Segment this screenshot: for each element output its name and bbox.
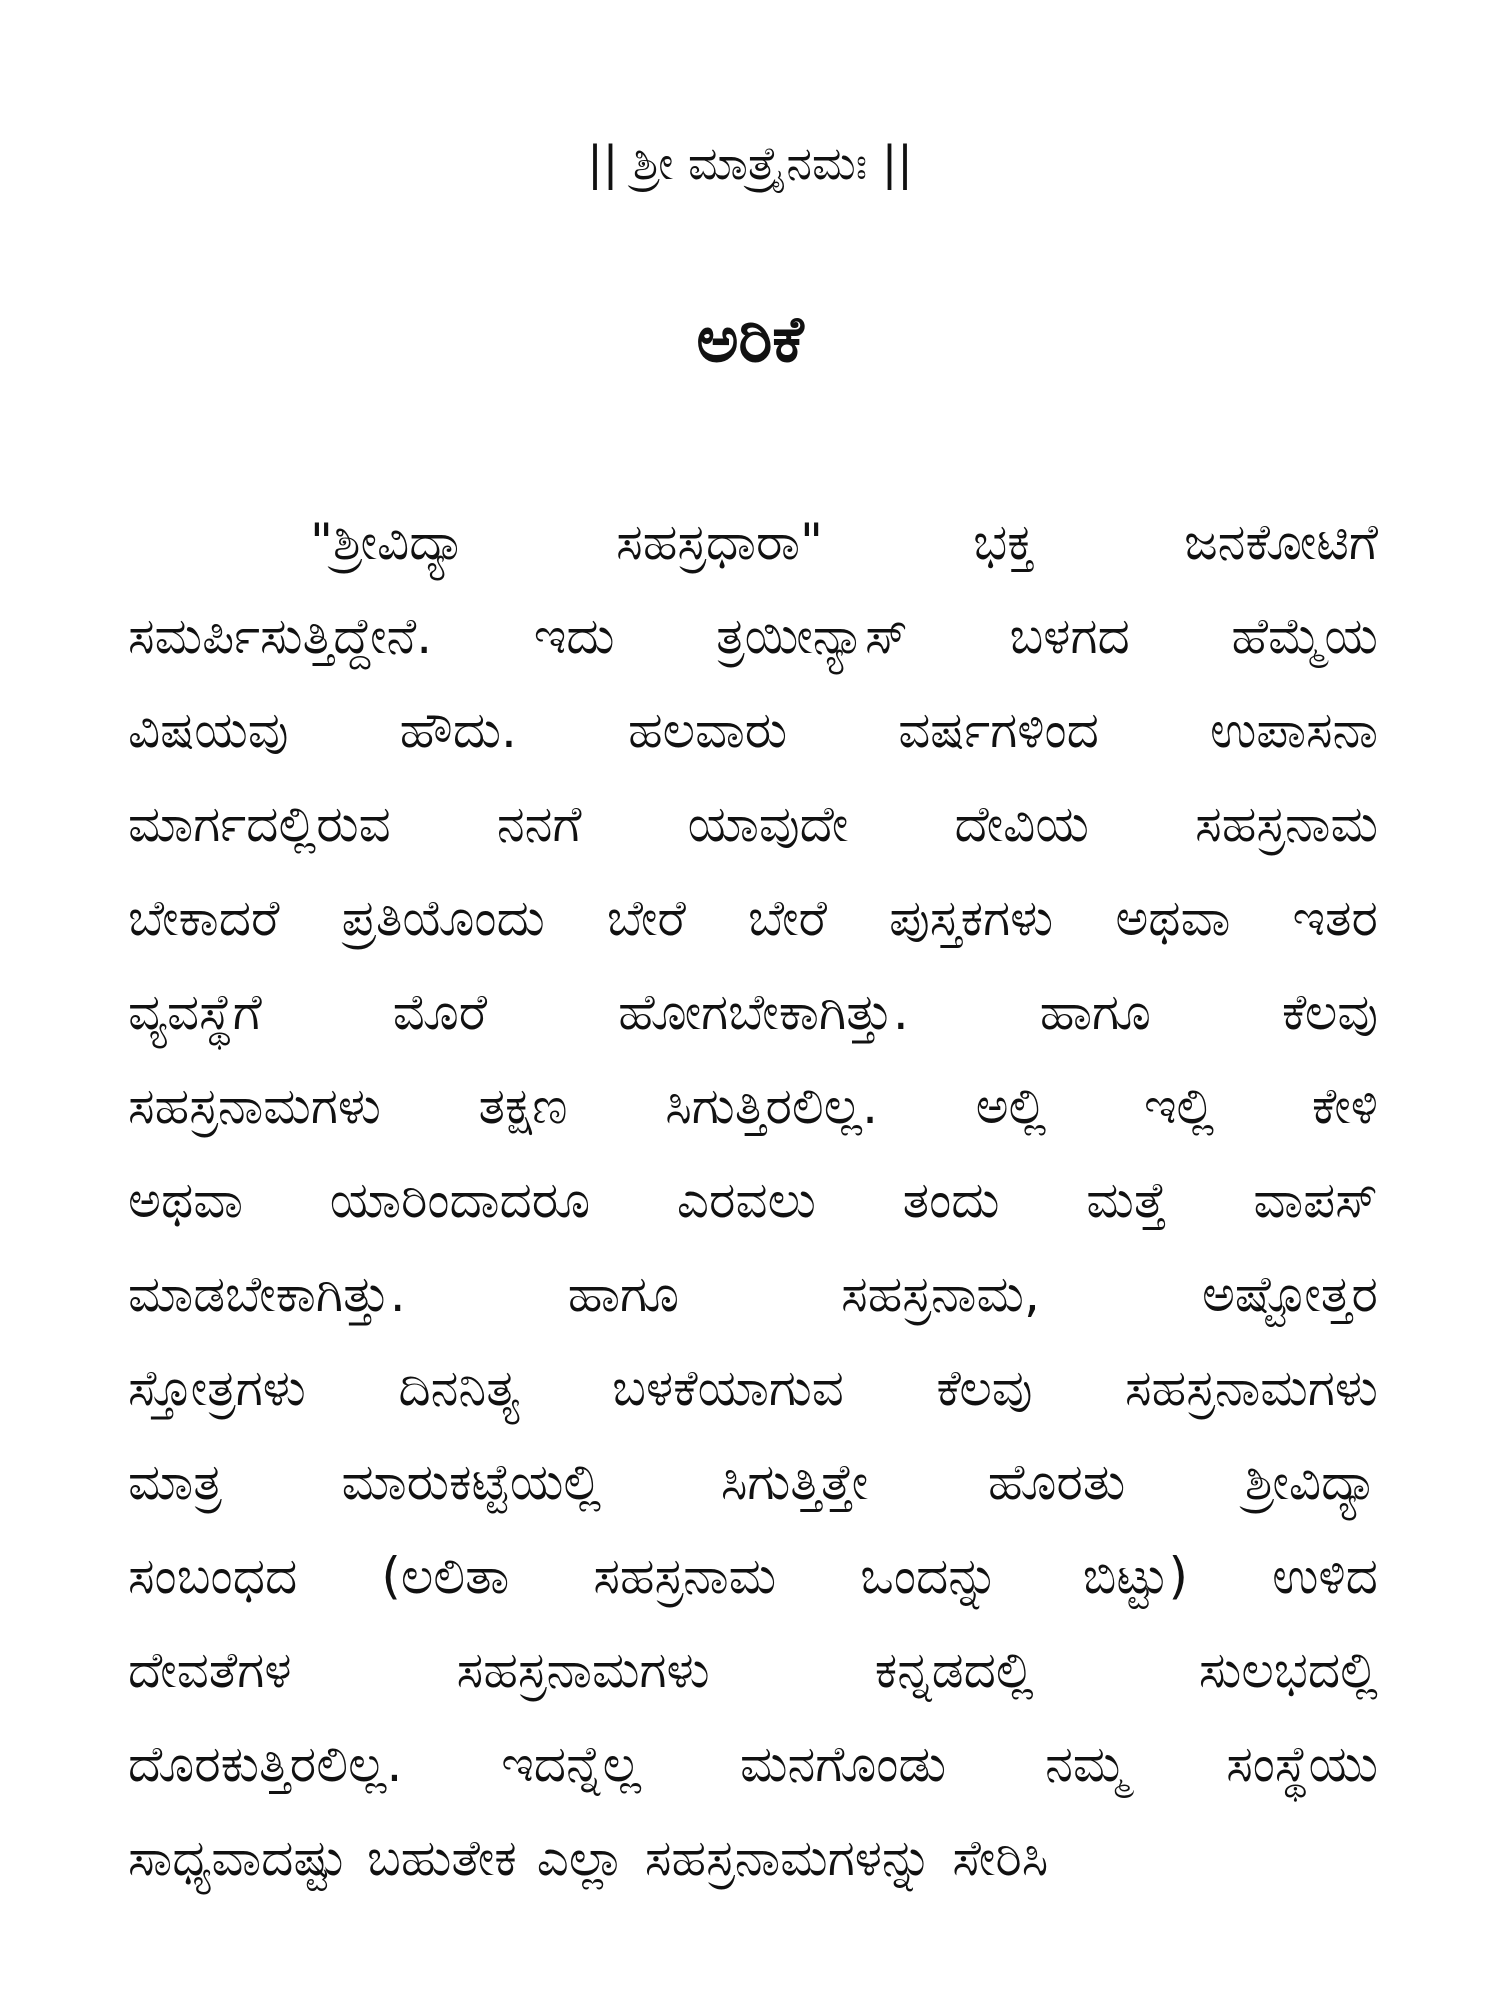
text-word: ತಕ್ಷಣ: [478, 1077, 568, 1135]
page-heading: ಅರಿಕೆ: [696, 303, 804, 377]
text-word: ಅಥವಾ: [1115, 889, 1231, 947]
text-word: ಅಷ್ಟೋತ್ತರ: [1201, 1265, 1378, 1323]
text-word: ವಿಷಯವು: [128, 701, 289, 759]
text-word: ದೇವಿಯ: [954, 795, 1089, 853]
text-word: ಯಾರಿಂದಾದರೂ: [329, 1171, 591, 1229]
text-line: [128, 777, 1378, 871]
text-word: "ಶ್ರೀವಿದ್ಯಾ: [310, 513, 467, 571]
text-word: ಸಹಸ್ರನಾಮಗಳು: [456, 1641, 710, 1699]
text-line: [128, 495, 1378, 589]
text-word: ದೇವತೆಗಳ: [128, 1641, 292, 1699]
text-line: [128, 1435, 1378, 1529]
text-word: ಮಾರ್ಗದಲ್ಲಿರುವ: [128, 795, 391, 853]
text-word: ಹೆಮ್ಮೆಯ: [1231, 607, 1378, 665]
text-word: ಸಹಸ್ರನಾಮ: [1195, 795, 1378, 853]
text-word: ಸಹಸ್ರನಾಮಗಳು: [1125, 1359, 1378, 1417]
text-word: (ಲಲಿತಾ: [381, 1547, 510, 1605]
text-line: [128, 683, 1378, 777]
text-word: ಸುಲಭದಲ್ಲಿ: [1198, 1641, 1378, 1699]
text-line: [128, 965, 1378, 1059]
text-word: ಸಮರ್ಪಿಸುತ್ತಿದ್ದೇನೆ.: [128, 607, 433, 665]
text-line: [128, 589, 1378, 683]
text-word: ನಮ್ಮ: [1045, 1735, 1128, 1793]
text-line: [128, 1341, 1378, 1435]
text-word: ಇದನ್ನೆಲ್ಲ: [501, 1735, 641, 1793]
text-word: ಸಿಗುತ್ತಿತ್ತೇ: [720, 1453, 869, 1511]
text-line: [128, 1153, 1378, 1247]
text-line: [128, 1529, 1378, 1623]
text-word: ತ್ರಯೀನ್ಯಾಸ್: [716, 607, 908, 665]
text-word: ಎಲ್ಲಾ: [536, 1829, 625, 1887]
text-word: ಅಥವಾ: [128, 1171, 243, 1229]
text-word: ಸಹಸ್ರನಾಮ: [593, 1547, 777, 1605]
text-line: [128, 1247, 1378, 1341]
text-word: ಸೇರಿಸಿ: [952, 1829, 1049, 1887]
text-word: ಸಹಸ್ರನಾಮಗಳು: [128, 1077, 381, 1135]
text-word: ಸಹಸ್ರನಾಮ,: [841, 1265, 1040, 1323]
text-word: ಬಳಕೆಯಾಗುವ: [612, 1359, 844, 1417]
text-word: ಸಂಸ್ಥೆಯು: [1226, 1735, 1378, 1793]
text-word: ಮಾಡಬೇಕಾಗಿತ್ತು.: [128, 1265, 406, 1323]
text-word: ಬೇರೆ: [747, 889, 827, 947]
text-word: ಬಹುತೇಕ: [366, 1829, 517, 1887]
text-word: ಹಲವಾರು: [628, 701, 788, 759]
text-word: ಬಳಗದ: [1009, 607, 1130, 665]
text-word: ಪ್ರತಿಯೊಂದು: [341, 889, 545, 947]
text-line: [128, 871, 1378, 965]
text-word: ಎರವಲು: [676, 1171, 816, 1229]
text-word: ಹೋಗಬೇಕಾಗಿತ್ತು.: [618, 983, 909, 1041]
text-word: ಶ್ರೀವಿದ್ಯಾ: [1244, 1453, 1378, 1511]
text-word: ಹೊರತು: [987, 1453, 1126, 1511]
text-word: ದೊರಕುತ್ತಿರಲಿಲ್ಲ.: [128, 1735, 403, 1793]
text-word: ಇಲ್ಲಿ: [1143, 1077, 1215, 1135]
text-word: ಸ್ತೋತ್ರಗಳು: [128, 1359, 306, 1417]
text-word: ಪುಸ್ತಕಗಳು: [889, 889, 1054, 947]
text-line: [128, 1811, 1378, 1905]
text-word: ಬೇರೆ: [606, 889, 686, 947]
text-word: ಮಾರುಕಟ್ಟೆಯಲ್ಲಿ: [341, 1453, 602, 1511]
text-word: ಸಂಬಂಧದ: [128, 1547, 298, 1605]
text-word: ಹೌದು.: [399, 701, 517, 759]
text-word: ಇದು: [533, 607, 615, 665]
text-word: ಇತರ: [1292, 889, 1378, 947]
text-word: ಕನ್ನಡದಲ್ಲಿ: [874, 1641, 1034, 1699]
text-word: ವಾಪಸ್: [1253, 1171, 1378, 1229]
text-word: ಮನಗೊಂಡು: [739, 1735, 947, 1793]
text-word: ತಂದು: [902, 1171, 1000, 1229]
text-word: ನನಗೆ: [496, 795, 582, 853]
text-word: ಮತ್ತೆ: [1086, 1171, 1167, 1229]
invocation-line: || ಶ್ರೀ ಮಾತ್ರೈನಮಃ ||: [587, 136, 913, 190]
text-word: ಹಾಗೂ: [1039, 983, 1151, 1041]
text-line: [128, 1623, 1378, 1717]
text-word: ಉಳಿದ: [1272, 1547, 1378, 1605]
text-word: ಬಿಟ್ಟು): [1082, 1547, 1189, 1605]
text-word: ಜನಕೋಟಿಗೆ: [1184, 513, 1378, 571]
text-word: ಸಹಸ್ರಧಾರಾ": [616, 513, 824, 571]
text-word: ಮಾತ್ರ: [128, 1453, 222, 1511]
text-word: ಸಾಧ್ಯವಾದಷ್ಟು: [128, 1829, 347, 1887]
text-word: ಕೆಲವು: [1281, 983, 1378, 1041]
text-word: ಯಾವುದೇ: [687, 795, 849, 853]
text-word: ಬೇಕಾದರೆ: [128, 889, 280, 947]
text-word: ಸಹಸ್ರನಾಮಗಳನ್ನು: [644, 1829, 933, 1887]
text-word: ವರ್ಷಗಳಿಂದ: [898, 701, 1099, 759]
text-word: ಭಕ್ತ: [973, 513, 1035, 571]
text-word: ಹಾಗೂ: [567, 1265, 679, 1323]
text-line: [128, 1059, 1378, 1153]
text-word: ಉಪಾಸನಾ: [1210, 701, 1378, 759]
text-word: ಅಲ್ಲಿ: [975, 1077, 1047, 1135]
text-word: ದಿನನಿತ್ಯ: [398, 1359, 520, 1417]
text-word: ಒಂದನ್ನು: [860, 1547, 999, 1605]
text-word: ಕೆಲವು: [936, 1359, 1033, 1417]
text-word: ಕೇಳಿ: [1311, 1077, 1378, 1135]
text-word: ಮೊರೆ: [392, 983, 488, 1041]
body-paragraph: [128, 495, 1378, 1905]
text-word: ಸಿಗುತ್ತಿರಲಿಲ್ಲ.: [665, 1077, 878, 1135]
text-line: [128, 1717, 1378, 1811]
text-word: ವ್ಯವಸ್ಥೆಗೆ: [128, 983, 262, 1041]
